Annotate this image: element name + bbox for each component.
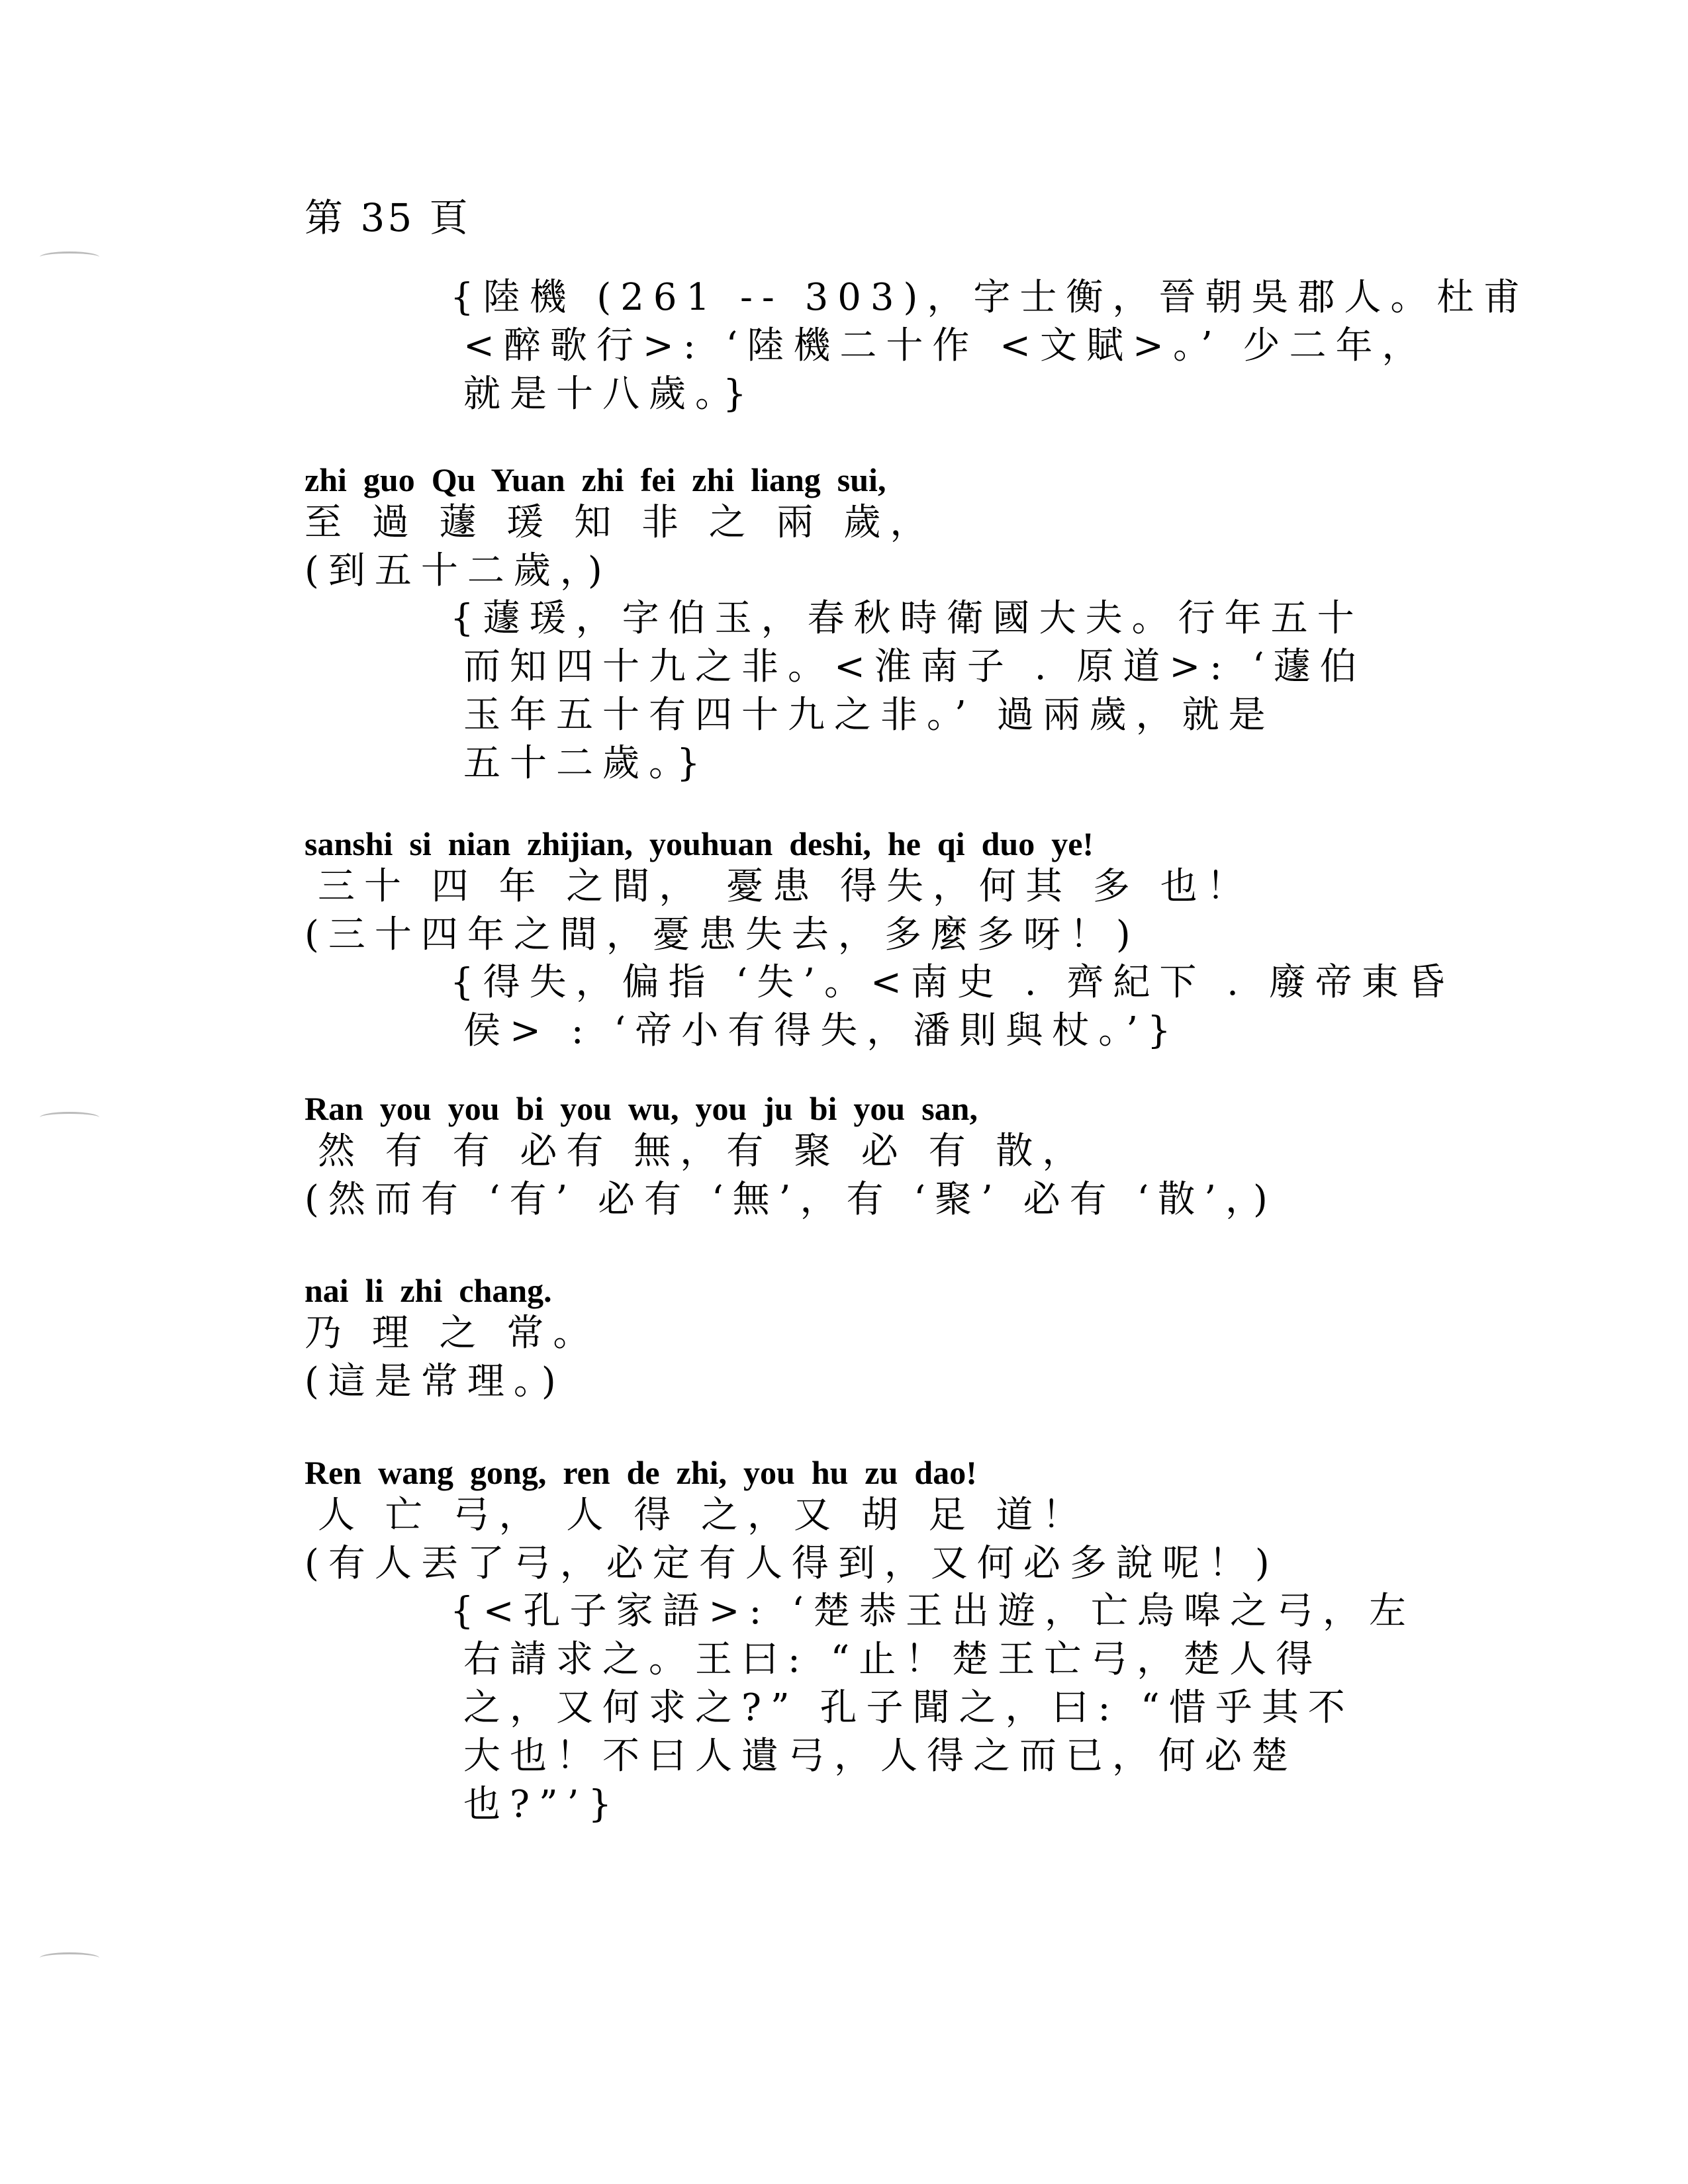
hanzi-line: 人 亡 弓， 人 得 之，又 胡 足 道！ — [318, 1494, 1089, 1537]
hanzi-line: 然 有 有 必有 無，有 聚 必 有 散， — [318, 1130, 1089, 1173]
note-line: 之，又何求之?” 孔子聞之，曰: “惜乎其不 — [463, 1686, 1354, 1729]
gloss-line: (到五十二歲，) — [305, 549, 612, 592]
scan-mark — [40, 1952, 99, 1964]
pinyin-line: sanshi si nian zhijian, youhuan deshi, he qi duo ye! — [305, 825, 1094, 862]
gloss-line: (三十四年之間，憂患失去，多麼多呀！) — [305, 913, 1140, 956]
note-line: 右請求之。王曰: “止！楚王亡弓，楚人得 — [463, 1638, 1323, 1681]
note-line: {得失，偏指 ‘失’。<南史 . 齊紀下 . 廢帝東昏 — [450, 961, 1454, 1004]
note-line: {<孔子家語>: ‘楚恭王出遊，亡烏嗥之弓，左 — [450, 1590, 1415, 1633]
note-line: 大也！不曰人遺弓，人得之而已，何必楚 — [463, 1735, 1297, 1778]
pinyin-line: Ren wang gong, ren de zhi, you hu zu dao! — [305, 1454, 977, 1491]
scan-mark — [40, 251, 99, 263]
note-line: <醉歌行>: ‘陸機二十作 <文賦>。’ 少二年， — [463, 324, 1429, 367]
note-line: {陸機 (261 -- 303)，字士衡，晉朝吳郡人。杜甫 — [450, 276, 1530, 319]
note-line: {蘧瑗，字伯玉，春秋時衛國大夫。行年五十 — [450, 597, 1364, 640]
gloss-line: (有人丟了弓，必定有人得到，又何必多說呢！) — [305, 1542, 1279, 1585]
hanzi-line: 三十 四 年 之間， 憂患 得失，何其 多 也！ — [318, 865, 1253, 908]
pinyin-line: Ran you you bi you wu, you ju bi you san, — [305, 1090, 978, 1127]
gloss-line: (然而有 ‘有’ 必有 ‘無’，有 ‘聚’ 必有 ‘散’，) — [305, 1178, 1277, 1221]
note-line: 就是十八歲。} — [463, 373, 756, 416]
page-number: 第 35 頁 — [305, 195, 471, 240]
note-line: 也?”’} — [463, 1783, 622, 1826]
note-line: 侯> : ‘帝小有得失，潘則與杖。’} — [463, 1009, 1180, 1052]
note-line: 玉年五十有四十九之非。’ 過兩歲，就是 — [463, 694, 1275, 737]
hanzi-line: 至 過 蘧 瑗 知 非 之 兩 歲， — [305, 501, 937, 544]
hanzi-line: 乃 理 之 常。 — [305, 1312, 600, 1355]
scan-mark — [40, 1112, 99, 1123]
pinyin-line: nai li zhi chang. — [305, 1272, 552, 1309]
pinyin-line: zhi guo Qu Yuan zhi fei zhi liang sui, — [305, 461, 886, 498]
note-line: 五十二歲。} — [463, 742, 710, 785]
gloss-line: (這是常理。) — [305, 1360, 565, 1403]
note-line: 而知四十九之非。<淮南子 . 原道>: ‘蘧伯 — [463, 645, 1366, 688]
